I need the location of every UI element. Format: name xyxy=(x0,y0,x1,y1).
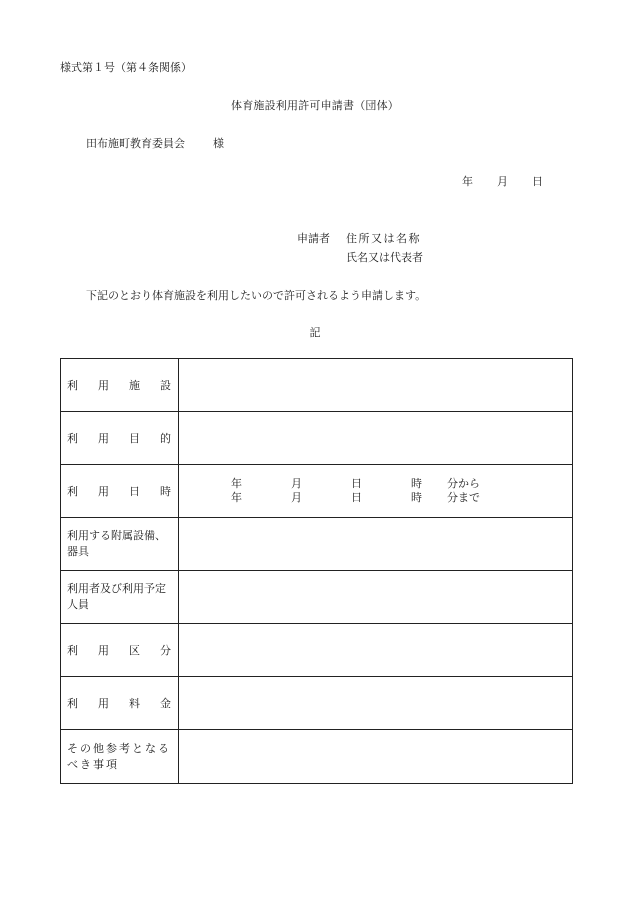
label-char: 分 xyxy=(160,644,171,657)
date-year-label: 年 xyxy=(462,175,473,188)
label-char: 用 xyxy=(98,697,109,710)
applicant-name-label: 氏名又は代表者 xyxy=(346,251,423,264)
label-char: 日 xyxy=(129,485,140,498)
label-char: 金 xyxy=(160,697,171,710)
category-field[interactable] xyxy=(179,624,573,677)
label-char: 利 xyxy=(67,432,78,445)
table-row-category xyxy=(61,624,573,677)
date-line xyxy=(462,173,543,189)
notes-field[interactable] xyxy=(179,730,573,784)
table-row-purpose xyxy=(61,412,573,465)
equipment-label-text: 利用する附属設備、器具 xyxy=(67,529,166,558)
facility-label xyxy=(61,359,179,412)
applicant-address-label: 住所又は名称 xyxy=(346,232,421,245)
label-char: 施 xyxy=(129,379,140,392)
to-year-unit: 年 xyxy=(231,491,242,504)
fee-field[interactable] xyxy=(179,677,573,730)
datetime-label xyxy=(61,465,179,518)
label-char: 目 xyxy=(129,432,140,445)
to-month-unit: 月 xyxy=(291,491,302,504)
equipment-field[interactable] xyxy=(179,518,573,571)
equipment-label xyxy=(61,518,179,571)
ki-heading: 記 xyxy=(309,326,321,339)
date-month-label: 月 xyxy=(497,175,508,188)
form-number: 様式第１号（第４条関係） xyxy=(60,61,192,74)
table-row-fee xyxy=(61,677,573,730)
label-char: 利 xyxy=(67,379,78,392)
date-day-label: 日 xyxy=(532,175,543,188)
facility-field[interactable] xyxy=(179,359,573,412)
notes-label-text: その他参考となるべき事項 xyxy=(67,741,171,771)
from-minute-unit: 分から xyxy=(447,477,480,490)
purpose-field[interactable] xyxy=(179,412,573,465)
document-title: 体育施設利用許可申請書（団体） xyxy=(231,99,399,112)
from-day-unit: 日 xyxy=(351,477,362,490)
from-year-unit: 年 xyxy=(231,477,242,490)
attendees-label-text: 利用者及び利用予定人員 xyxy=(67,582,166,611)
category-label xyxy=(61,624,179,677)
addressee-honorific: 様 xyxy=(213,137,224,150)
label-char: 用 xyxy=(98,485,109,498)
label-char: 設 xyxy=(160,379,171,392)
purpose-label xyxy=(61,412,179,465)
table-row-datetime xyxy=(61,465,573,518)
table-row-attendees xyxy=(61,571,573,624)
label-char: 利 xyxy=(67,485,78,498)
usage-table xyxy=(60,358,573,784)
intro-text: 下記のとおり体育施設を利用したいので許可されるよう申請します。 xyxy=(86,289,427,302)
label-char: 利 xyxy=(67,697,78,710)
applicant-label: 申請者 xyxy=(297,232,330,245)
datetime-field[interactable] xyxy=(179,465,573,518)
from-month-unit: 月 xyxy=(291,477,302,490)
label-char: 用 xyxy=(98,644,109,657)
addressee-name: 田布施町教育委員会 xyxy=(86,137,185,150)
fee-label xyxy=(61,677,179,730)
label-char: 利 xyxy=(67,644,78,657)
attendees-label xyxy=(61,571,179,624)
label-char: 的 xyxy=(160,432,171,445)
addressee xyxy=(86,135,224,151)
label-char: 区 xyxy=(129,644,140,657)
label-char: 時 xyxy=(160,485,171,498)
to-day-unit: 日 xyxy=(351,491,362,504)
to-minute-unit: 分まで xyxy=(447,491,480,504)
label-char: 用 xyxy=(98,379,109,392)
from-hour-unit: 時 xyxy=(411,477,422,490)
table-row-notes xyxy=(61,730,573,784)
attendees-field[interactable] xyxy=(179,571,573,624)
notes-label xyxy=(61,730,179,784)
label-char: 料 xyxy=(129,697,140,710)
table-row-equipment xyxy=(61,518,573,571)
table-row-facility xyxy=(61,359,573,412)
label-char: 用 xyxy=(98,432,109,445)
to-hour-unit: 時 xyxy=(411,491,422,504)
